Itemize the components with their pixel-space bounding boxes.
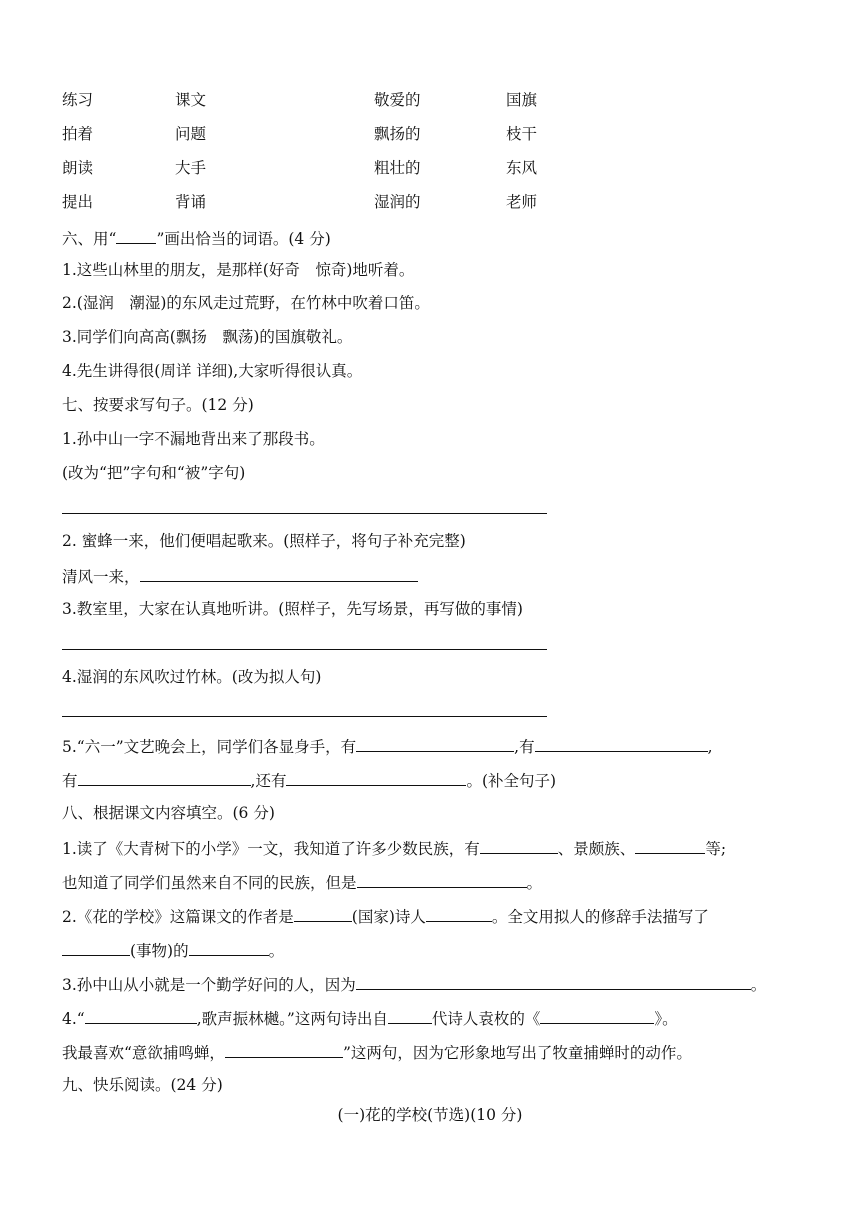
answer-blank[interactable] <box>286 768 466 786</box>
q-text: ,歌声振林樾。”这两句诗出自 <box>196 1010 388 1028</box>
answer-blank[interactable] <box>189 938 269 956</box>
heading-part: 六、用“ <box>62 230 117 248</box>
prefix-text: 清风一来， <box>62 568 140 586</box>
s8-question <box>62 972 766 996</box>
word-cell: 练习 <box>62 91 94 109</box>
s8-question-cont <box>62 938 284 962</box>
q-text: 有 <box>62 772 78 790</box>
section-8-heading: 八、根据课文内容填空。(6 分) <box>62 804 275 822</box>
s7-question: 2. 蜜蜂一来，他们便唱起歌来。(照样子，将句子补充完整) <box>62 532 466 550</box>
answer-line[interactable] <box>62 716 547 717</box>
s8-question <box>62 904 709 928</box>
answer-blank[interactable] <box>62 938 130 956</box>
answer-blank[interactable] <box>480 836 558 854</box>
word-cell: 飘扬的 <box>374 125 421 143</box>
s7-question: 4.湿润的东风吹过竹林。(改为拟人句) <box>62 668 322 686</box>
word-cell: 课文 <box>175 91 207 109</box>
q-text: 。 <box>526 874 543 892</box>
q-text: 。 <box>268 942 285 960</box>
q-text: 。全文用拟人的修辞手法描写了 <box>491 908 709 926</box>
q-text: 、景颇族、 <box>557 840 636 858</box>
s6-item: 2.(湿润 潮湿)的东风走过荒野，在竹林中吹着口笛。 <box>62 294 430 312</box>
heading-part: ”画出恰当的词语。(4 分) <box>156 230 331 248</box>
q-text: 也知道了同学们虽然来自不同的民族，但是 <box>62 874 357 892</box>
answer-blank[interactable] <box>426 904 492 922</box>
answer-blank[interactable] <box>225 1040 343 1058</box>
q-text: ”这两句，因为它形象地写出了牧童捕蝉时的动作。 <box>342 1044 692 1062</box>
word-cell: 朗读 <box>62 159 94 177</box>
q-text: 5.“六一”文艺晚会上，同学们各显身手，有 <box>62 738 357 756</box>
answer-blank[interactable] <box>78 768 251 786</box>
word-cell: 老师 <box>506 193 538 211</box>
word-cell: 枝干 <box>506 125 538 143</box>
s6-item: 3.同学们向高高(飘扬 飘荡)的国旗敬礼。 <box>62 328 353 346</box>
s7-question: 1.孙中山一字不漏地背出来了那段书。 <box>62 430 325 448</box>
q-text: 。 <box>750 976 767 994</box>
s8-question-cont <box>62 870 542 894</box>
answer-blank[interactable] <box>357 870 527 888</box>
s7-note: (改为“把”字句和“被”字句) <box>62 464 246 482</box>
answer-blank[interactable] <box>294 904 352 922</box>
reading-subtitle: (一)花的学校(节选)(10 分) <box>337 1106 523 1124</box>
answer-blank[interactable] <box>356 972 751 990</box>
s7-question: 3.教室里，大家在认真地听讲。(照样子，先写场景，再写做的事情) <box>62 600 523 618</box>
q-text: 1.读了《大青树下的小学》一文，我知道了许多少数民族，有 <box>62 840 480 858</box>
q-text: 。(补全句子) <box>466 772 557 790</box>
word-cell: 粗壮的 <box>374 159 421 177</box>
q-text: 4.“ <box>62 1010 85 1028</box>
q-text: ,有 <box>514 738 535 756</box>
answer-blank[interactable] <box>635 836 705 854</box>
q-text: 》。 <box>654 1010 678 1028</box>
q-text: 代诗人袁枚的《 <box>431 1010 541 1028</box>
q-text: ,还有 <box>250 772 287 790</box>
answer-line[interactable] <box>62 513 547 514</box>
q-text: 3.孙中山从小就是一个勤学好问的人，因为 <box>62 976 356 994</box>
q-text: (事物)的 <box>130 942 189 960</box>
word-cell: 拍着 <box>62 125 94 143</box>
word-cell: 大手 <box>175 159 207 177</box>
s6-item: 1.这些山林里的朋友，是那样(好奇 惊奇)地听着。 <box>62 261 415 279</box>
s7-fill-line <box>62 564 418 588</box>
s7-question-cont <box>62 768 556 792</box>
s7-question <box>62 734 713 758</box>
q-text: , <box>707 738 713 756</box>
s8-question-cont <box>62 1040 692 1064</box>
answer-blank[interactable] <box>140 564 418 582</box>
word-cell: 湿润的 <box>374 193 421 211</box>
section-9-heading: 九、快乐阅读。(24 分) <box>62 1076 223 1094</box>
underline-sample <box>116 226 156 244</box>
s6-item: 4.先生讲得很(周详 详细),大家听得很认真。 <box>62 362 363 380</box>
answer-blank[interactable] <box>85 1006 197 1024</box>
answer-blank[interactable] <box>388 1006 432 1024</box>
s8-question <box>62 1006 678 1030</box>
section-6-heading <box>62 226 331 250</box>
answer-blank[interactable] <box>356 734 514 752</box>
word-cell: 东风 <box>506 159 538 177</box>
word-cell: 背诵 <box>175 193 207 211</box>
q-text: (国家)诗人 <box>351 908 426 926</box>
q-text: 我最喜欢“意欲捕鸣蝉， <box>62 1044 225 1062</box>
answer-blank[interactable] <box>535 734 708 752</box>
q-text: 2.《花的学校》这篇课文的作者是 <box>62 908 294 926</box>
word-cell: 敬爱的 <box>374 91 421 109</box>
answer-blank[interactable] <box>540 1006 654 1024</box>
word-cell: 问题 <box>175 125 207 143</box>
answer-line[interactable] <box>62 649 547 650</box>
section-7-heading: 七、按要求写句子。(12 分) <box>62 396 254 414</box>
word-cell: 提出 <box>62 193 94 211</box>
s8-question <box>62 836 726 860</box>
q-text: 等; <box>705 840 727 858</box>
word-cell: 国旗 <box>506 91 538 109</box>
